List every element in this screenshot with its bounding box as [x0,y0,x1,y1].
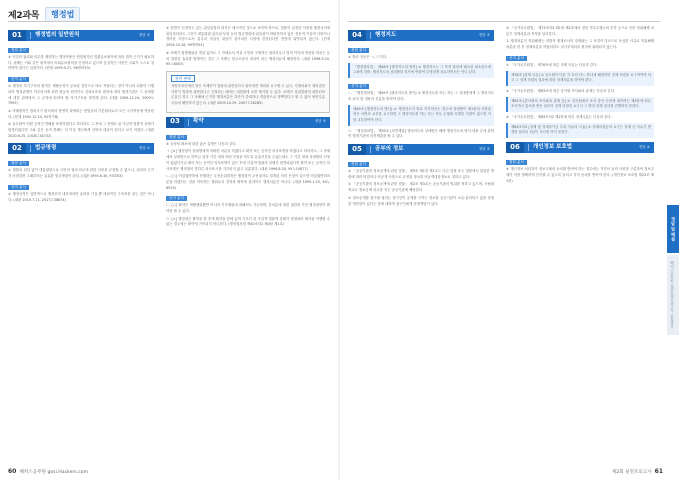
page-header [8,7,80,22]
answer-label: 정답 ② [478,32,490,37]
answer-label: 정답 ① [138,146,150,151]
page-number: 60 [8,468,17,475]
divider [528,144,529,151]
explanation-paragraph: ③ 「국가공무원법」 제73조의3 제1항 제2호에서 정한 직무수행능력 부족 등으로 인한 직위해제 처분은 징계처분과 목적을 달리한다. [506,26,654,36]
explanation-paragraph: 1. 행정처분인 직위해제는 징벌적 제재로서의 징계와는 그 성질이 다르므로 동일한 사유로 직위해제 처분을 한 후 징계처분을 하였더라도 일사부재리의 원칙에 위배되지 않는다. [506,39,654,50]
question-section-header [8,143,154,154]
header-rule [348,21,660,22]
box-text: 지방자치단체의 장은 조례안이 법령에 위반된다고 판단되면 재의를 요구할 수 있고, 지방의회가 재의결한 사항이 법령에 위반된다고 인정되는 때에는 대법원에 소를 제기할 수 있다. 조례가 상위법령에 위반되어 무효인 경우 그 조례에 근거한 행정처분은 하자가 중대하나 객관적으로 명백하다고 할 수 없어 당연무효 사유에 해당하지 않는다. (대판 2009.10.29, 2007두26285) [171,83,325,106]
statute-excerpt: 제83조의2 [징계 및 징계부가금 부과 사유의 시효] ① 징계의결등의 요구는 징계 등 사유가 발생한 날부터 3년이 지나면 하지 못한다. [506,123,654,138]
statute-excerpt: 제49조 [행정지도의 방식] ② 행정지도가 말로 이루어지는 경우에 상대방이 제1항의 사항을 적은 서면의 교부를 요구하면 그 행정지도를 하는 자는 직무 수행에 특별한 지장이 없으면 이를 교부하여야 한다. [348,105,494,126]
page-footer-right [612,468,663,475]
question-section-header [348,144,494,155]
explanation-paragraph: ① 행정의 자기구속의 원칙은 재량준칙이 공표된 것만으로 바로 적용되는 것이 아니라 되풀이 시행되어 행정관행이 이루어지게 되면 평등의 원칙이나 신뢰보호의 원칙에 따라 행정기관은 그 상대방에 대한 관계에서 그 규칙에 따라야 할 자기구속을 당하게 된다. (대판 2009.12.24, 2009두7967) [8,84,154,106]
explanation-paragraph: ④ 개인정보 처리자가 정보주체의 동의를 받아야 하는 경우에는 각각의 동의 사항을 구분하여 정보주체가 이를 명확하게 인지할 수 있도록 알리고 각각 동의를 받아야 한다. (개인정보 보호법 제22조 제1항) [506,167,654,183]
explanation-paragraph: ② 행정규칙은 일반적으로 행정조직 내부에서만 효력을 가질 뿐 대외적인 구속력을 갖는 것은 아니다. (대판 2019.7.11, 2017두38874) [8,191,154,202]
subject-label: 행정법 [45,7,80,22]
explanation-paragraph: ② 「국가공무원법」 제83조에 따른 감사원 조사와의 관계는 다음과 같다. [506,88,615,93]
question-number: 06 [506,142,524,153]
question-section-header [8,30,154,41]
answer-label: 정답 ③ [314,119,326,124]
question-number: 01 [8,30,26,41]
analysis-tag: 선지 분석 [506,56,527,61]
answer-label: 정답 ② [478,146,490,151]
explanation-paragraph: ㄱ. [×] 행정청이 상대방에게 어떠한 처분을 하겠다고 확약 또는 공적인 의사표명을 하였다고 하더라도, 그 자체에서 상대방으로 하여금 일정 기간 내에 어떤 신청을 하도록 유효기간을 두었는데도 그 기간 내에 상대방의 신청이 없었다거나 확약 또는 공적인 의사표명이 있은 후에 사실적·법률적 상태가 변경되었다면 확약 또는 공적인 의사표명은 행정청의 별다른 의사표시를 기다리지 않고 실효된다. (대판 1996.8.20, 95누10877) [166,149,330,171]
tag-row [506,157,654,167]
analysis-tag: 선지 분석 [8,185,29,190]
question-section-header [348,30,494,41]
explanation-paragraph: ② 비례원칙은 법치국가 원리에서 당연히 파생되는 헌법상의 기본원리로서 모든 국가작용에 적용된다. (헌재 1992.12.24, 92헌가8) [8,108,154,119]
tag-row [8,182,154,192]
footer-text: 해커스공무원 gosi.Hackers.com [19,469,88,475]
side-tab-subtitle: 해커스공무원 실전동형모의고사 공통과목 [667,255,679,335]
question-topic: 행정지도 [375,31,397,38]
analysis-tag: 정답 분석 [348,48,369,53]
page-footer-left [8,468,88,475]
tag-row [8,74,154,84]
explanation-paragraph: ④ 「국가공무원법」 제83조의2 제1항에 따른 징계시효는 다음과 같다. [506,115,612,120]
statute-excerpt: 제83조 [감사원의 조사와의 관계 등] ① 감사원에서 조사 중인 사건에 대하여는 제3항에 따른 조사개시 통보를 받은 날부터 징계 의결의 요구나 그 밖의 징계 절차를 진행하지 못한다. [506,97,654,112]
question-number: 04 [348,30,366,41]
tag-row [8,45,154,55]
question-topic: 공부의 정보 [375,145,404,152]
tag-row [8,158,154,168]
divider [370,146,371,153]
explanation-paragraph: ① 「공공기관의 정보공개에 관한 법률」 제2조 제3호는 공공기관의 범위를 정하고 있으며, 사립대학교도 정보공개 의무를 지는 공공기관에 해당한다. [348,182,494,193]
divider [188,119,189,126]
explanation-paragraph: ③ 정보공개를 청구할 권리는 청구인이 공개를 구하는 정보를 공공기관이 보유·관리하고 있을 상당한 개연성이 있다는 점에 대하여 청구인에게 증명책임이 있다. [348,195,494,206]
analysis-tag: 정답 분석 [348,162,369,167]
explanation-paragraph: ① 「국가공무원법」 제78조에 따른 징계 사유는 다음과 같다. [506,62,598,67]
analysis-tag: 정답 분석 [8,161,29,166]
right-page [340,0,679,480]
part-label: 제2과목 [8,11,40,21]
tag-row [166,132,330,142]
divider [30,145,31,152]
question-topic: 법규명령 [35,145,57,152]
left-page-column-2 [166,26,330,230]
question-section-header [166,117,330,128]
tag-row [166,193,330,203]
tag-row [348,81,494,91]
right-page-column-2 [506,26,654,186]
question-number: 03 [166,117,184,128]
explanation-paragraph: ㄹ. [×] 행정청은 확약을 한 후에 확약을 함에 있어 기초가 된 사실적·법률적 상태가 변경되어 확약을 이행할 수 없는 경우에는 확약에 기속되지 아니한다. (행정절차법 제40조의2 제4항 제1호) [166,216,330,227]
explanation-paragraph: ㄴ. 「행정절차법」 제49조 [행정지도의 방식] ① 행정지도를 하는 자는 그 상대방에게 그 행정지도의 취지 및 내용과 신분을 밝혀야 한다. [348,91,494,101]
question-topic: 개인정보 보호법 [533,143,573,150]
left-page-column-1 [8,26,154,205]
explanation-paragraph: ④ 조례가 집행행위의 개입 없이도 그 자체로서 직접 국민의 구체적인 권리의무나 법적 이익에 영향을 미치는 등의 법률상 효과를 발생하는 경우 그 조례는 항고소송의 대상이 되는 행정처분에 해당한다. (대판 1996.9.20, 95누8003) [166,50,330,67]
statute-excerpt: 「행정절차법」 제48조 [행정지도의 원칙] ① 행정지도는 그 목적 달성에 필요한 최소한도에 그쳐야 하며, 행정지도의 상대방의 의사에 반하여 부당하게 강요하여서는 아니 된다. [348,63,494,78]
question-topic: 행정법의 일반원칙 [35,31,80,38]
question-topic: 확약 [193,118,204,125]
tag-row [348,45,494,55]
analysis-tag: 정답 분석 [506,160,527,165]
explanation-paragraph: ③ 국민의 권리와 의무를 제한하는 행정작용은 헌법원칙인 법률유보원칙에 따라 법적 근거가 필요하다. 판례는 이와 같은 취지에서 의회유보원칙을 인정하고 있으며 본질적인 사항은 국회가 스스로 정하여야 한다는 입장이다. (헌재 1999.5.27, 98헌바70) [8,55,154,71]
analysis-tag: 선지 분석 [8,77,29,82]
analysis-tag: 선지 분석 [166,196,187,201]
answer-label: 정답 ④ [638,144,650,149]
explanation-paragraph: ② 「공공기관의 정보공개에 관한 법률」 제9조 제1항 제1호는 다른 법률 또는 법률에서 위임한 명령에 따라 비밀이나 비공개 사항으로 규정된 정보를 비공개대상정보로 정하고 있다. [348,169,494,179]
analysis-tag: 선지 분석 [348,84,369,89]
analysis-tag: 정답 분석 [8,48,29,53]
box-heading: 관련 판례 [171,75,195,82]
tag-row [506,53,654,63]
explanation-paragraph: ① 법률의 위임 없이 대통령령으로 국민의 권리·의무에 관한 사항을 규정할 수 없으나, 위임의 근거가 마련되면 그때부터는 유효한 법규명령이 된다. (대판 1995.6.30, 93추83) [8,168,154,179]
tag-row [348,159,494,169]
page-number: 61 [654,468,663,475]
footer-text: 제2회 실전모의고사 [611,469,652,475]
explanation-paragraph: ㄴ. [○] 어업권면허에 선행하는 우선순위결정은 행정청이 우선권자로 결정된 자의 신청이 있으면 어업권면허처분을 하겠다는 것을 약속하는 행위로서 강학상 확약에 불과하고 행정처분은 아니다. (대판 1995.1.20, 94누6529) [166,174,330,190]
analysis-tag: 정답 분석 [166,135,187,140]
left-page [0,0,338,480]
explanation-paragraph: ③ 헌법이 인정하고 있는 위임입법의 형식은 예시적인 것으로 보아야 하므로, 법률이 일정한 사항을 행정규칙에 위임하더라도 그것이 대통령령·총리령·부령 등의 법규명령에 위임함이 바람직하지 않은 전문적·기술적 사항이나 경미한 사항으로서 업무의 성질상 위임이 불가피한 사항에 한정된다면 헌법에 위반되지 않는다. (헌재 2004.10.28, 99헌바91) [166,26,330,48]
header-rule [8,21,330,22]
question-section-header [506,142,654,153]
related-case-box [166,71,330,113]
answer-label: 정답 ③ [138,32,150,37]
explanation-paragraph: ② 틀린 지문은 ㄱ, ㄷ이다. [348,55,387,59]
statute-excerpt: 제78조 [징계 사유] ① 공무원이 다음 각 호의 어느 하나에 해당하면 징계 의결을 요구하여야 하고 그 징계 의결의 결과에 따라 징계처분을 하여야 한다. [506,71,654,86]
explanation-paragraph: ③ 공정성 확보에 대한 옳은 설명은 다음과 같다. [166,141,237,146]
question-number: 05 [348,144,366,155]
explanation-paragraph: ㄹ. 「행정절차법」 제50조 [의견제출] 행정지도의 상대방은 해당 행정지도의 방식·내용 등에 관하여 행정기관에 의견제출을 할 수 있다. [348,128,494,139]
question-number: 02 [8,143,26,154]
side-tab[interactable]: 정답 및 해설 [667,205,679,253]
explanation-paragraph: ㄷ. [○] 확약은 재량행위뿐만 아니라 기속행위에 대해서도 가능하며, 본처분에 대한 권한을 가진 행정청만이 확약을 할 수 있다. [166,203,330,214]
explanation-paragraph: ④ 공무원이 어떤 공적인 견해를 표명하였다고 하더라도 그 후에 그 전제로 된 사실적·법률적 상태가 변경되었다면 그와 같은 공적 견해는 더 이상 개인에게 신뢰의 대상이 된다고 보기 어렵다. (대판 2020.6.25, 2018두34732) [8,122,154,138]
divider [30,32,31,39]
right-page-column-1 [348,26,494,209]
divider [370,32,371,39]
